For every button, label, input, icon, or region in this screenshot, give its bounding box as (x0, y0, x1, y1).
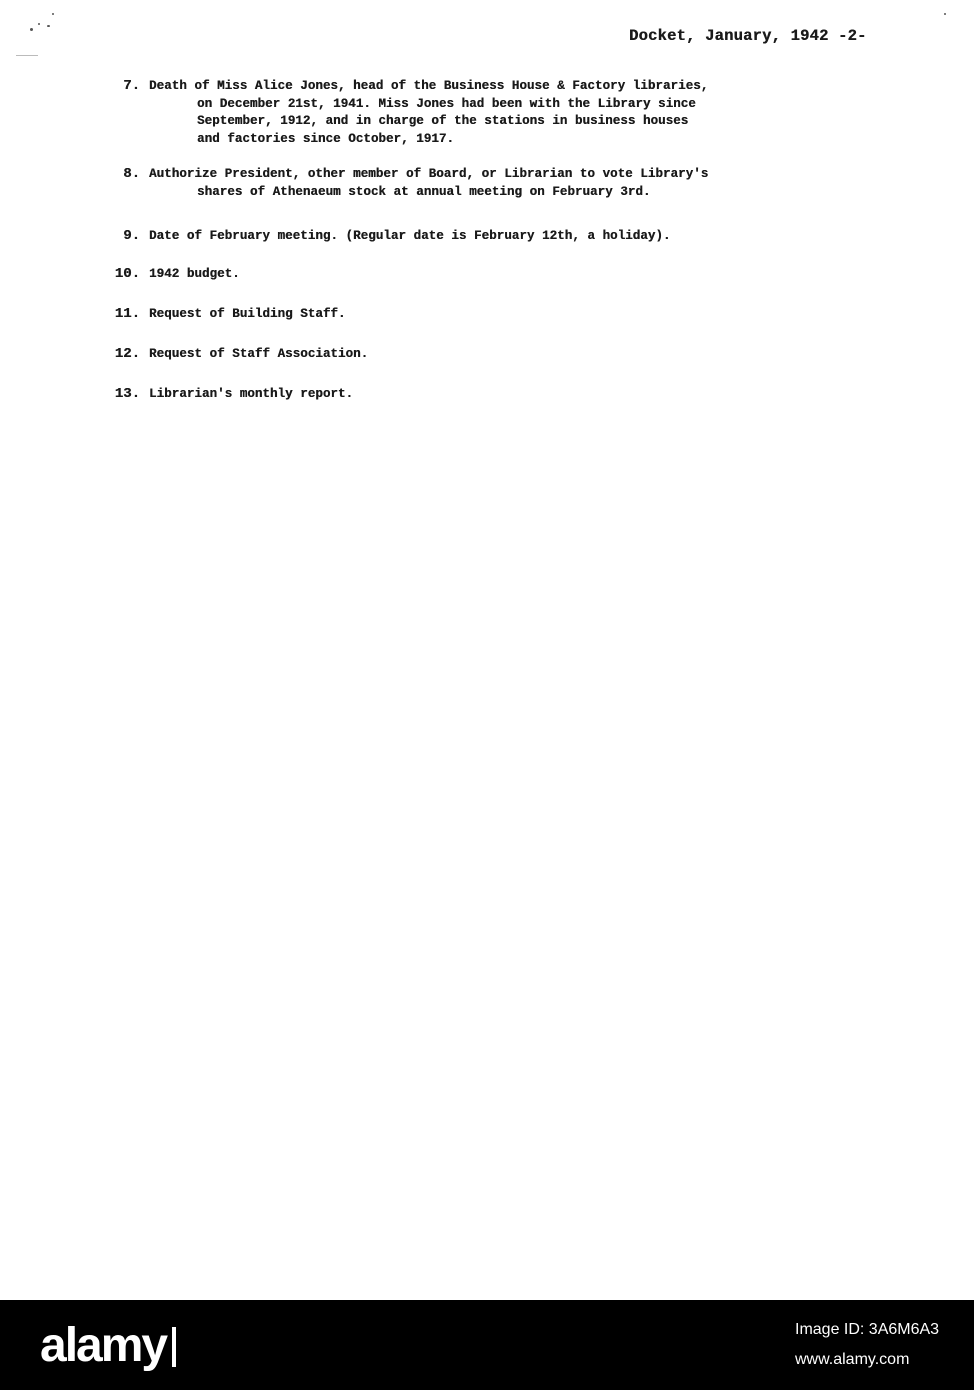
item-line: shares of Athenaeum stock at annual meeting on February 3rd. (197, 184, 651, 199)
scan-speck (47, 25, 50, 27)
item-line: September, 1912, and in charge of the stations in business houses (197, 114, 689, 128)
logo-bar-icon (172, 1327, 176, 1367)
scan-speck (944, 13, 946, 15)
item-number: 10. (114, 266, 140, 282)
item-number: 13. (114, 386, 140, 402)
item-line: Authorize President, other member of Board, or Librarian to vote Library's (149, 167, 709, 181)
item-text (149, 266, 909, 284)
logo-text: alamy (40, 1319, 167, 1372)
site-url: www.alamy.com (795, 1351, 910, 1368)
item-line: Request of Staff Association. (149, 347, 369, 361)
item-line: Request of Building Staff. (149, 307, 346, 321)
item-text (149, 78, 909, 148)
item-line: 1942 budget. (149, 267, 240, 281)
item-text (149, 228, 909, 246)
item-number: 9. (123, 228, 140, 244)
item-line: and factories since October, 1917. (197, 131, 454, 146)
item-number: 7. (123, 78, 140, 94)
item-text (149, 166, 909, 201)
watermark-bar (0, 1300, 974, 1390)
item-line: Date of February meeting. (Regular date is February 12th, a holiday). (149, 229, 671, 243)
item-text (149, 346, 909, 364)
item-line: on December 21st, 1941. Miss Jones had been with the Library since (197, 96, 696, 111)
alamy-logo (40, 1318, 176, 1373)
item-text (149, 306, 909, 324)
scan-speck (38, 23, 40, 25)
item-line: Death of Miss Alice Jones, head of the Business House & Factory libraries, (149, 79, 709, 93)
item-number: 8. (123, 166, 140, 182)
item-number: 12. (114, 346, 140, 362)
item-number: 11. (114, 306, 140, 322)
docket-header: Docket, January, 1942 -2- (629, 27, 867, 45)
item-text (149, 386, 909, 404)
scan-speck (16, 55, 38, 56)
image-id-label: Image ID: 3A6M6A3 (795, 1321, 940, 1338)
scan-speck (30, 28, 33, 31)
scan-speck (52, 13, 54, 15)
item-line: Librarian's monthly report. (149, 387, 354, 401)
